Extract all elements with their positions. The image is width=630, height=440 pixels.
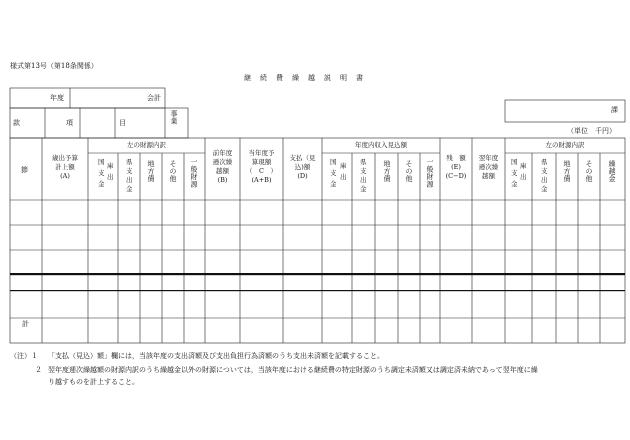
col-income-pref-char: 県	[360, 158, 367, 166]
col-income-national-char: 金	[330, 180, 337, 188]
col-pay-1: 支払（見	[289, 154, 316, 162]
col-right-carry: 繰越金	[608, 160, 616, 183]
col-income-other: その他	[405, 160, 413, 183]
col-national-char: 庫	[107, 162, 114, 170]
col-next-1: 翌年度	[478, 154, 499, 162]
col-pay-2: 込)額	[294, 163, 311, 171]
col-income-national-char: 国	[330, 158, 337, 166]
col-funding-right: 左の財源内訳	[545, 141, 585, 149]
col-right-other: その他	[585, 160, 593, 183]
col-right-national-char: 支	[511, 169, 518, 177]
col-right-local-bond: 地方債	[563, 160, 571, 183]
col-budget-3: (A)	[60, 172, 70, 180]
col-prev-1: 前年度	[212, 149, 233, 157]
col-pref-char: 支	[126, 167, 133, 175]
note-2-number: ２	[35, 366, 42, 374]
col-cur-4: (A+B)	[251, 176, 272, 184]
col-cur-2: 算現額	[251, 158, 272, 166]
year-label: 年度	[50, 94, 64, 102]
col-balance-1: 残 額	[446, 154, 466, 162]
col-right-national-char: 国	[511, 158, 518, 166]
col-pref-char: 県	[126, 158, 133, 166]
col-prev-2: 逓次繰	[212, 158, 233, 166]
col-local-bond: 地方債	[147, 160, 155, 183]
col-income-local-bond: 地方債	[383, 160, 391, 183]
col-cur-3: （ C ）	[246, 167, 277, 175]
col-income-national-char: 庫	[340, 162, 347, 170]
col-budget-1: 歳出予算	[52, 154, 78, 162]
account-label: 会計	[147, 94, 161, 102]
item-label: 項	[66, 119, 73, 127]
col-balance-2: (E)	[451, 163, 461, 171]
col-funding-left: 左の財源内訳	[127, 141, 166, 149]
col-right-pref-char: 支	[541, 167, 548, 175]
col-other: その他	[169, 160, 177, 183]
col-pay-3: (D)	[297, 172, 308, 180]
note-1-text: 「支払（見込）額」欄には，当該年度の支出済額及び支出負担行為済額のうち支出未済額を記載すること。	[48, 352, 384, 360]
page-title: 継 続 費 繰 越 説 明 書	[244, 74, 364, 82]
col-balance-3: (C−D)	[445, 172, 467, 180]
col-right-national-char: 出	[520, 173, 527, 181]
col-income-national-char: 支	[330, 169, 337, 177]
col-national-char: 出	[107, 173, 114, 181]
col-income-national-char: 出	[340, 173, 347, 181]
col-national-char: 支	[98, 169, 105, 177]
col-right-national-char: 庫	[520, 162, 527, 170]
col-income-pref-char: 金	[360, 185, 367, 193]
col-prev-4: (B)	[217, 176, 228, 184]
col-budget-2: 計上額	[55, 163, 75, 171]
col-cur-1: 当年度予	[248, 149, 275, 157]
col-national-char: 金	[98, 180, 105, 188]
note-2-text-line-2: り越すものを計上すること。	[48, 378, 139, 386]
note-2-text-line-1: 翌年度逓次繰越額の財源内訳のうち繰越金以外の財源については，当該年度における継続費の特定財源のうち調定未済額又は調定済未納であって翌年度に繰	[48, 366, 538, 374]
col-income-pref-char: 支	[360, 167, 367, 175]
unit-label: （単位 千円）	[567, 127, 616, 135]
col-pref-char: 金	[126, 185, 133, 193]
col-next-2: 逓次繰	[478, 163, 499, 171]
col-pref-char: 出	[126, 176, 133, 184]
col-next-3: 越額	[482, 172, 495, 180]
col-setsu: 節	[21, 166, 28, 174]
col-right-pref-char: 金	[541, 185, 548, 193]
col-right-pref-char: 出	[541, 176, 548, 184]
note-1-number: （注）１	[10, 352, 38, 360]
dept-label: 課	[611, 106, 618, 114]
subitem-label: 目	[119, 119, 126, 127]
col-right-pref-char: 県	[541, 158, 548, 166]
col-prev-3: 越額	[216, 167, 229, 175]
col-general: 一般財源	[190, 158, 198, 188]
project-label: 事業	[170, 110, 178, 125]
col-income-title: 年度内収入見込額	[355, 141, 407, 149]
total-label: 計	[22, 320, 29, 328]
col-right-national-char: 金	[511, 180, 518, 188]
form-label: 様式第13号（第18条関係）	[10, 62, 98, 70]
col-national-char: 国	[98, 158, 105, 166]
col-income-general: 一般財源	[426, 158, 434, 188]
section-label: 款	[13, 119, 20, 127]
col-income-pref-char: 出	[360, 176, 367, 184]
